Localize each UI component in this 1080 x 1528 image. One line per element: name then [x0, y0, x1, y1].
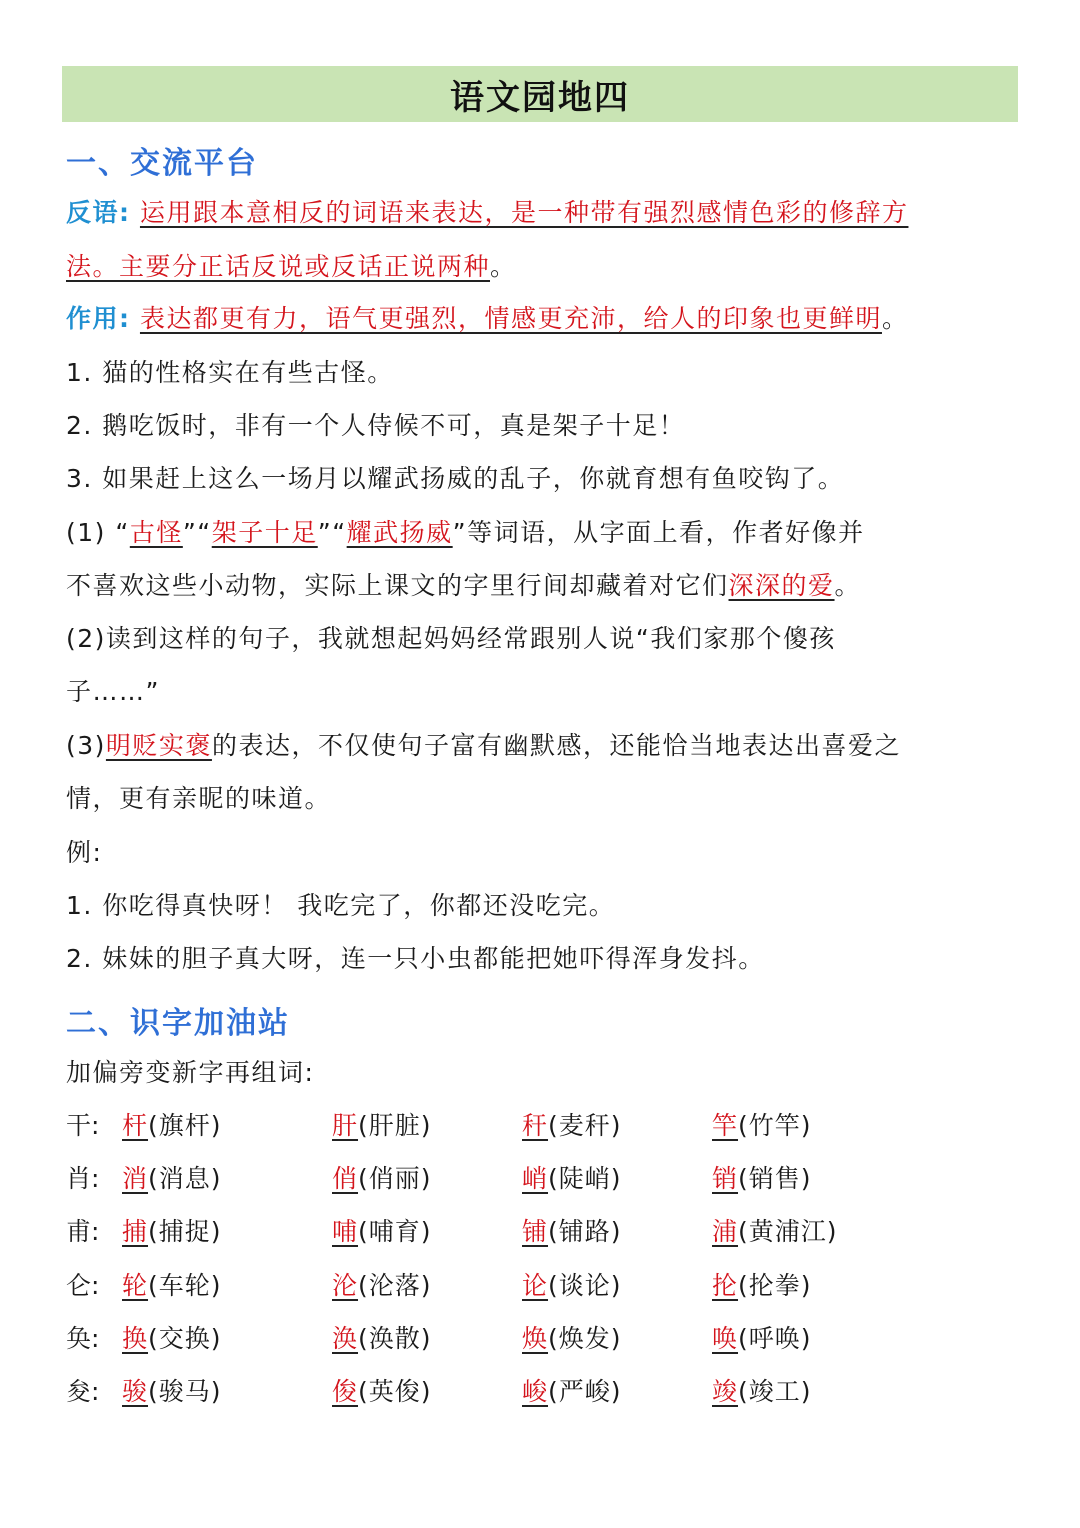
analysis-3-line-2: 情，更有亲昵的味道。 — [66, 784, 332, 813]
radical-label: 肖: — [66, 1164, 100, 1194]
fanyu-definition: 运用跟本意相反的词语来表达，是一种带有强烈感情色彩的修辞方 — [139, 198, 909, 227]
new-character: 抡 — [712, 1270, 739, 1300]
word-cell — [712, 1111, 812, 1141]
compound-word: (抡拳) — [738, 1270, 812, 1300]
new-character: 涣 — [332, 1323, 359, 1353]
new-character: 杆 — [122, 1111, 149, 1140]
compound-word: (陡峭) — [548, 1164, 622, 1194]
new-character: 肝 — [332, 1111, 359, 1140]
example-label: 例: — [66, 838, 103, 867]
new-character: 换 — [122, 1323, 149, 1353]
compound-word: (销售) — [738, 1164, 812, 1194]
new-character: 论 — [522, 1270, 549, 1300]
keyword: 明贬实褒 — [105, 731, 212, 760]
word-row — [66, 1324, 1016, 1354]
new-character: 竣 — [712, 1377, 739, 1406]
radical-label: 夋: — [66, 1377, 100, 1406]
compound-word: (涣散) — [358, 1323, 432, 1353]
fanyu-label: 反语: — [66, 198, 131, 227]
word-row — [66, 1377, 1016, 1407]
compound-word: (竹竿) — [738, 1111, 812, 1140]
zuoyong-line — [66, 304, 908, 334]
new-character: 俏 — [332, 1164, 359, 1194]
compound-word: (哺育) — [358, 1217, 432, 1247]
new-character: 峻 — [522, 1377, 549, 1406]
word-row — [66, 1217, 1016, 1247]
word-cell — [122, 1377, 222, 1407]
period: 。 — [490, 252, 517, 281]
word-cell — [712, 1324, 812, 1354]
section-heading-1: 一、交流平台 — [66, 146, 258, 181]
new-character: 轮 — [122, 1270, 149, 1300]
new-character: 铺 — [522, 1217, 549, 1247]
compound-word: (车轮) — [148, 1270, 222, 1300]
new-character: 消 — [122, 1164, 149, 1194]
sentence-1: 1. 猫的性格实在有些古怪。 — [66, 358, 394, 387]
title-banner — [62, 66, 1018, 122]
compound-word: (英俊) — [358, 1377, 432, 1406]
text: 不喜欢这些小动物，实际上课文的字里行间却藏着对它们 — [66, 571, 729, 600]
word-cell — [522, 1111, 622, 1141]
zuoyong-label: 作用: — [66, 304, 131, 333]
word-cell — [122, 1111, 222, 1141]
compound-word: (捕捉) — [148, 1217, 222, 1247]
word-cell — [522, 1324, 622, 1354]
compound-word: (焕发) — [548, 1323, 622, 1353]
analysis-2-line-1: (2)读到这样的句子，我就想起妈妈经常跟别人说“我们家那个傻孩 — [66, 624, 836, 653]
section-heading-2: 二、识字加油站 — [66, 1006, 290, 1041]
period: 。 — [881, 304, 909, 333]
word-cell — [332, 1324, 432, 1354]
word-cell — [712, 1271, 812, 1301]
word-cell — [522, 1377, 622, 1407]
compound-word: (旗杆) — [148, 1111, 222, 1140]
text: ”等词语，从字面上看，作者好像并 — [452, 518, 865, 547]
analysis-1-line-1 — [66, 518, 865, 548]
new-character: 销 — [712, 1164, 739, 1194]
text: ”“ — [317, 518, 347, 547]
word-cell — [522, 1217, 622, 1247]
compound-word: (沦落) — [358, 1270, 432, 1300]
new-character: 哺 — [332, 1217, 359, 1247]
compound-word: (竣工) — [738, 1377, 812, 1406]
word-row — [66, 1271, 1016, 1301]
sentence-3: 3. 如果赶上这么一场月以耀武扬威的乱子，你就育想有鱼咬钩了。 — [66, 464, 845, 493]
new-character: 秆 — [522, 1111, 549, 1140]
compound-word: (俏丽) — [358, 1164, 432, 1194]
word-row — [66, 1111, 1016, 1141]
analysis-2-line-2: 子……” — [66, 677, 160, 706]
keyword: 深深的爱 — [728, 571, 835, 600]
text: (1) “ — [66, 518, 130, 547]
new-character: 俊 — [332, 1377, 359, 1406]
text: 的表达，不仅使句子富有幽默感，还能恰当地表达出喜爱之 — [211, 731, 901, 760]
analysis-3-line-1 — [66, 731, 901, 761]
word-cell — [332, 1377, 432, 1407]
compound-word: (铺路) — [548, 1217, 622, 1247]
word-cell — [122, 1164, 222, 1194]
word-cell — [122, 1324, 222, 1354]
example-1: 1. 你吃得真快呀！ 我吃完了，你都还没吃完。 — [66, 891, 616, 920]
word-cell — [122, 1217, 222, 1247]
new-character: 竿 — [712, 1111, 739, 1140]
compound-word: (呼唤) — [738, 1323, 812, 1353]
sentence-2: 2. 鹅吃饭时，非有一个人侍候不可，真是架子十足！ — [66, 411, 686, 440]
compound-word: (交换) — [148, 1323, 222, 1353]
example-2: 2. 妹妹的胆子真大呀，连一只小虫都能把她吓得浑身发抖。 — [66, 944, 765, 973]
radical-label: 奂: — [66, 1323, 100, 1353]
text: ”“ — [182, 518, 212, 547]
new-character: 浦 — [712, 1217, 739, 1247]
word-cell — [332, 1271, 432, 1301]
keyword: 架子十足 — [211, 518, 318, 547]
keyword: 耀武扬威 — [346, 518, 453, 547]
text: (3) — [66, 731, 106, 760]
radical-label: 仑: — [66, 1270, 100, 1300]
new-character: 焕 — [522, 1323, 549, 1353]
compound-word: (黄浦江) — [738, 1217, 838, 1247]
word-cell — [522, 1271, 622, 1301]
word-cell — [522, 1164, 622, 1194]
compound-word: (骏马) — [148, 1377, 222, 1406]
word-cell — [332, 1111, 432, 1141]
new-character: 唤 — [712, 1323, 739, 1353]
compound-word: (谈论) — [548, 1270, 622, 1300]
word-building-intro: 加偏旁变新字再组词: — [66, 1058, 315, 1087]
word-cell — [332, 1217, 432, 1247]
analysis-1-line-2 — [66, 571, 861, 601]
fanyu-line-1 — [66, 198, 908, 228]
new-character: 骏 — [122, 1377, 149, 1406]
fanyu-definition-cont: 法。主要分正话反说或反话正说两种 — [66, 252, 491, 281]
word-cell — [712, 1377, 812, 1407]
page-title: 语文园地四 — [450, 77, 630, 118]
word-cell — [332, 1164, 432, 1194]
compound-word: (麦秆) — [548, 1111, 622, 1140]
word-row — [66, 1164, 1016, 1194]
word-cell — [122, 1271, 222, 1301]
compound-word: (消息) — [148, 1164, 222, 1194]
radical-label: 干: — [66, 1111, 100, 1140]
text: 。 — [834, 571, 862, 600]
radical-label: 甫: — [66, 1217, 100, 1247]
new-character: 峭 — [522, 1164, 549, 1194]
zuoyong-text: 表达都更有力，语气更强烈，情感更充沛，给人的印象也更鲜明 — [139, 304, 882, 333]
keyword: 古怪 — [129, 518, 183, 547]
fanyu-line-2 — [66, 252, 517, 282]
word-cell — [712, 1164, 812, 1194]
new-character: 沦 — [332, 1270, 359, 1300]
new-character: 捕 — [122, 1217, 149, 1247]
compound-word: (肝脏) — [358, 1111, 432, 1140]
word-cell — [712, 1217, 838, 1247]
compound-word: (严峻) — [548, 1377, 622, 1406]
